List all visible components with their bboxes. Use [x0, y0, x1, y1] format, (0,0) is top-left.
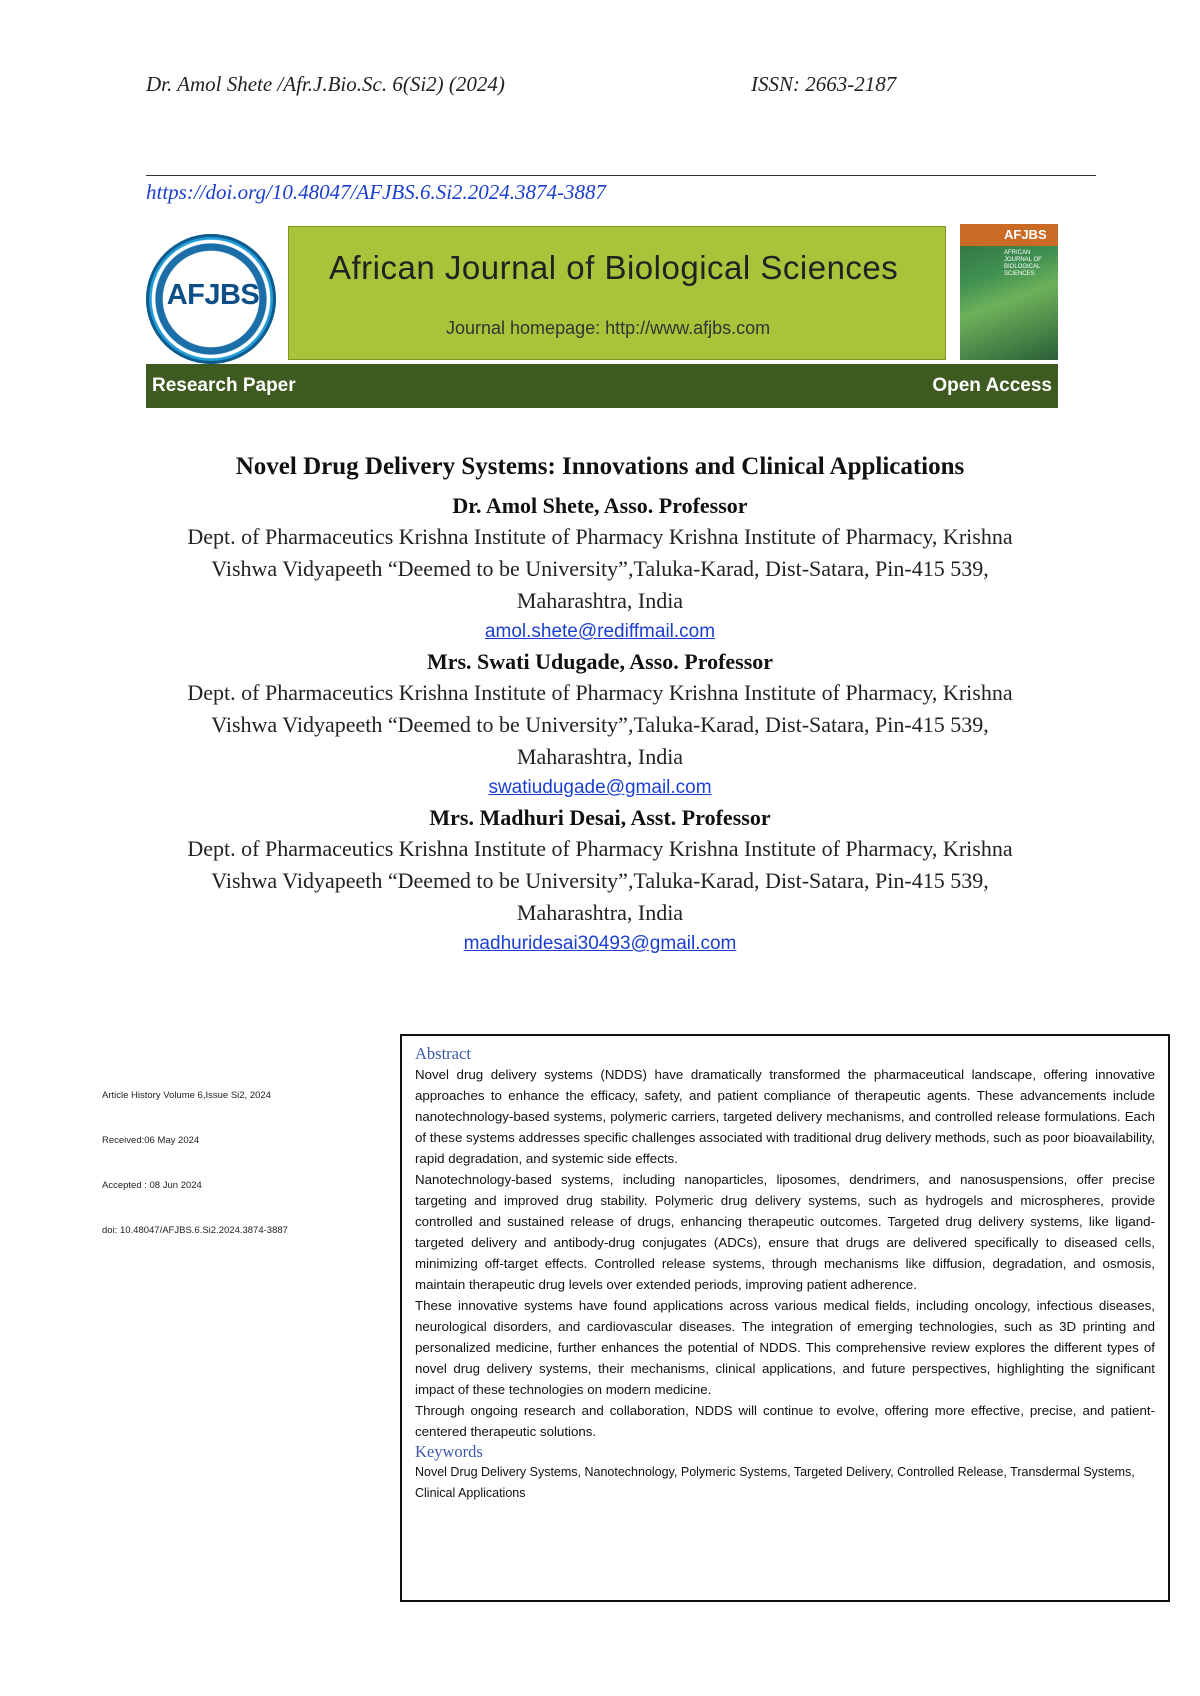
paper-type-label: Research Paper: [152, 375, 296, 396]
paper-title: Novel Drug Delivery Systems: Innovations and Clinical Applications: [235, 453, 965, 480]
doi-link[interactable]: https://doi.org/10.48047/AFJBS.6.Si2.2024.3874-3887: [146, 180, 607, 204]
author-affiliation-line: Dept. of Pharmaceutics Krishna Institute of Pharmacy Krishna Institute of Pharmacy, Krishna: [187, 680, 1013, 705]
author-affiliation-line: Vishwa Vidyapeeth “Deemed to be University”,Taluka-Karad, Dist-Satara, Pin-415 539,: [211, 868, 989, 893]
author-block-1: [120, 491, 1080, 647]
logo-text: AFJBS: [166, 279, 260, 311]
author-name: Mrs. Madhuri Desai, Asst. Professor: [429, 805, 771, 830]
abstract-paragraph: Novel drug delivery systems (NDDS) have dramatically transformed the pharmaceutical landscape, offering innovative approaches to enhance the efficacy, safety, and patient compliance of therapeutic agents. These advancements include nanotechnology-based systems, polymeric carriers, targeted delivery mechanisms, and controlled release formulations. Each of these systems addresses specific challenges associated with traditional drug delivery methods, such as poor bioavailability, rapid degradation, and systemic side effects.: [415, 1067, 1155, 1166]
author-name: Dr. Amol Shete, Asso. Professor: [452, 493, 748, 518]
abstract-heading: Abstract: [415, 1044, 471, 1063]
author-email-link[interactable]: swatiudugade@gmail.com: [488, 777, 712, 798]
cover-subtitle: AFRICAN JOURNAL OF BIOLOGICAL SCIENCES: [1004, 250, 1042, 277]
author-block-3: [120, 803, 1080, 959]
header-rule: [146, 175, 1096, 176]
history-received: Received:06 May 2024: [102, 1135, 200, 1146]
journal-title-panel: [288, 226, 946, 360]
history-volume: Article History Volume 6,Issue Si2, 2024: [102, 1090, 271, 1101]
journal-homepage[interactable]: Journal homepage: http://www.afjbs.com: [446, 318, 771, 338]
keywords-text: Novel Drug Delivery Systems, Nanotechnology, Polymeric Systems, Targeted Delivery, Controlled Release, Transdermal Systems, Clinical Applications: [415, 1465, 1135, 1500]
journal-banner: [146, 224, 1058, 408]
history-accepted: Accepted : 08 Jun 2024: [102, 1180, 202, 1191]
journal-title: African Journal of Biological Sciences: [329, 249, 899, 286]
author-affiliation-line: Maharashtra, India: [516, 900, 684, 925]
author-affiliation-line: Vishwa Vidyapeeth “Deemed to be University”,Taluka-Karad, Dist-Satara, Pin-415 539,: [211, 712, 989, 737]
author-affiliation-line: Vishwa Vidyapeeth “Deemed to be University”,Taluka-Karad, Dist-Satara, Pin-415 539,: [211, 556, 989, 581]
running-head-citation: Dr. Amol Shete /Afr.J.Bio.Sc. 6(Si2) (2024): [146, 72, 505, 96]
abstract-paragraph: These innovative systems have found applications across various medical fields, including oncology, infectious diseases, neurological disorders, and cardiovascular diseases. The integration of emerging technologies, such as 3D printing and personalized medicine, further enhances the potential of NDDS. This comprehensive review explores the different types of novel drug delivery systems, their mechanisms, clinical applications, and future perspectives, highlighting the significant impact of these technologies on modern medicine.: [415, 1298, 1155, 1397]
author-email-link[interactable]: madhuridesai30493@gmail.com: [463, 933, 737, 954]
author-affiliation-line: Maharashtra, India: [516, 588, 684, 613]
abstract-box: [400, 1034, 1170, 1602]
author-affiliation-line: Dept. of Pharmaceutics Krishna Institute of Pharmacy Krishna Institute of Pharmacy, Krishna: [187, 836, 1013, 861]
author-email-link[interactable]: amol.shete@rediffmail.com: [484, 621, 716, 642]
journal-cover-image: [960, 224, 1058, 360]
title-block: [120, 452, 1080, 959]
paper-type-bar: [146, 364, 1058, 408]
author-affiliation-line: Dept. of Pharmaceutics Krishna Institute of Pharmacy Krishna Institute of Pharmacy, Krishna: [187, 524, 1013, 549]
open-access-label: Open Access: [932, 375, 1052, 396]
history-doi: doi: 10.48047/AFJBS.6.Si2.2024.3874-3887: [102, 1225, 288, 1236]
author-name: Mrs. Swati Udugade, Asso. Professor: [426, 649, 774, 674]
article-history: [102, 1090, 392, 1270]
author-affiliation-line: Maharashtra, India: [516, 744, 684, 769]
cover-tag: AFJBS: [1004, 227, 1047, 242]
running-head-issn: ISSN: 2663-2187: [751, 72, 897, 96]
abstract-paragraph: Through ongoing research and collaboration, NDDS will continue to evolve, offering more effective, precise, and patient-centered therapeutic solutions.: [415, 1403, 1155, 1439]
keywords-heading: Keywords: [415, 1442, 483, 1461]
abstract-paragraph: Nanotechnology-based systems, including nanoparticles, liposomes, dendrimers, and nanosuspensions, offer precise targeting and improved drug stability. Polymeric drug delivery systems, such as hydrogels and microspheres, provide controlled and sustained release of drugs, enhancing therapeutic outcomes. Targeted drug delivery systems, like ligand-targeted delivery and antibody-drug conjugates (ADCs), ensure that drugs are delivered specifically to diseased cells, minimizing off-target effects. Controlled release systems, through mechanisms like diffusion, degradation, and osmosis, maintain therapeutic drug levels over extended periods, improving patient adherence.: [415, 1172, 1155, 1292]
author-block-2: [120, 647, 1080, 803]
journal-logo: [146, 234, 276, 364]
